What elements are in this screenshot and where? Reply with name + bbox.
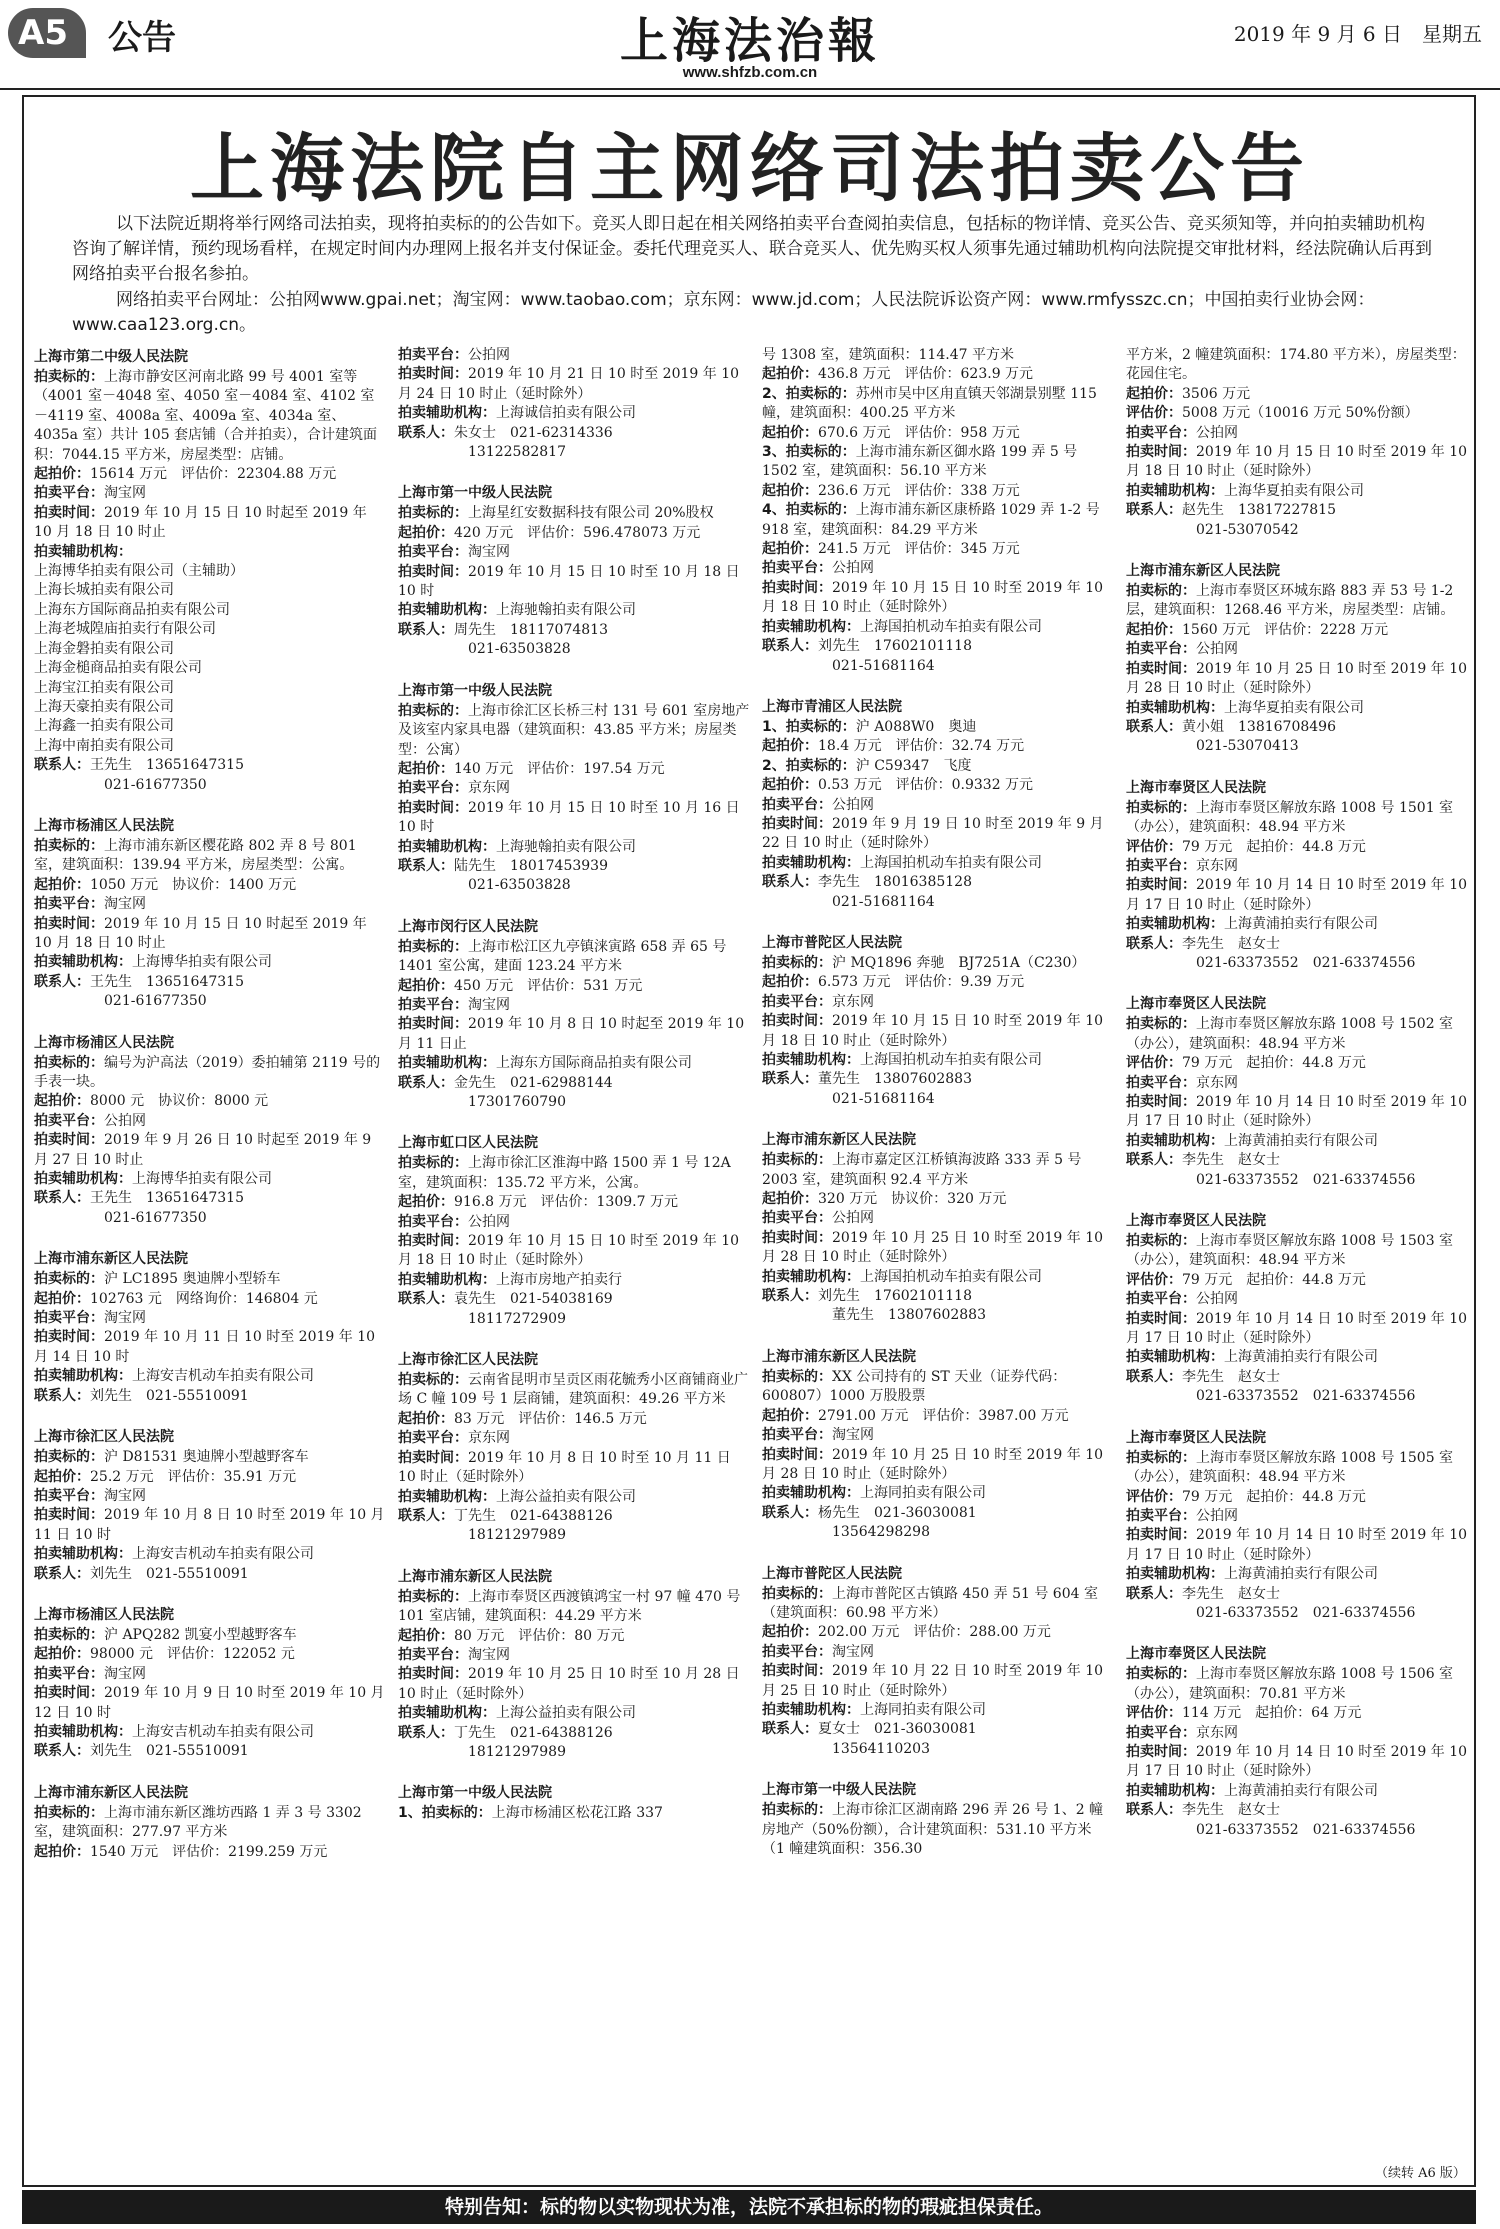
entry-line: 拍卖辅助机构：上海黄浦拍卖行有限公司 [1126,1782,1378,1799]
entry-line: 联系人：李先生 赵女士 [1126,1802,1280,1819]
entry-line: 拍卖辅助机构：上海安吉机动车拍卖有限公司 [34,1546,314,1563]
entry-line: 上海老城隍庙拍卖行有限公司 [34,621,216,638]
entry-line: 拍卖辅助机构：上海黄浦拍卖行有限公司 [1126,1566,1378,1583]
entry-line: 021-51681164 [832,893,935,910]
entry-line: 上海天豪拍卖有限公司 [34,698,174,715]
entry-line: 拍卖平台：淘宝网 [34,896,146,913]
header-divider [0,88,1500,90]
entry-line: 联系人：董先生 13807602883 [762,1071,972,1088]
entry-line: 021-63373552 021-63374556 [1196,1171,1416,1188]
auction-entry [398,1349,750,1546]
entry-line: 上海中南拍卖有限公司 [34,737,174,754]
entry-line: 2、拍卖标的：沪 C59347 飞度 [762,757,972,774]
platform-websites: 网络拍卖平台网址：公拍网www.gpai.net；淘宝网：www.taobao.com；京东网：www.jd.com；人民法院诉讼资产网：www.rmfysszc.cn；中国拍卖行业协会网：www.caa123.org.cn。 [72,290,1375,335]
entry-line: 联系人：李先生 赵女士 [1126,1585,1280,1602]
entry-line: 拍卖平台：淘宝网 [398,996,510,1013]
entry-line: 拍卖平台：淘宝网 [34,1310,146,1327]
entry-line: 拍卖平台：淘宝网 [34,485,146,502]
entry-line: 联系人：李先生 18016385128 [762,874,972,891]
entry-line: 拍卖平台：公拍网 [1126,1507,1238,1524]
entry-line: 联系人：袁先生 021-54038169 [398,1291,613,1308]
auction-entry [762,932,1114,1109]
entry-line: 021-51681164 [832,1090,935,1107]
entry-line: 拍卖平台：淘宝网 [398,1646,510,1663]
page-header [0,0,1500,90]
entry-line: 评估价：79 万元 起拍价：44.8 万元 [1126,1271,1366,1288]
entry-line: 上海长城拍卖有限公司 [34,582,174,599]
entry-line: 拍卖标的：上海市奉贤区解放东路 1008 号 1505 室（办公），建筑面积：48.94 平方米 [1126,1449,1454,1486]
entry-line: 联系人：夏女士 021-36030081 [762,1721,977,1738]
newspaper-masthead: 上海法治報 [619,13,880,69]
entry-line: 拍卖时间：2019 年 10 月 14 日 10 时至 2019 年 10 月 17 日 10 时止（延时除外） [1126,1094,1468,1130]
auction-entry [762,696,1114,912]
entry-line: 021-53070542 [1196,521,1299,538]
entry-line: 联系人：刘先生 021-55510091 [34,1743,249,1760]
entry-line: 拍卖标的：上海市奉贤区解放东路 1008 号 1502 室（办公），建筑面积：48.94 平方米 [1126,1016,1454,1052]
entry-line: 起拍价：670.6 万元 评估价：958 万元 [762,424,1020,441]
entry-line: 2、拍卖标的：苏州市吴中区甪直镇天邻湖景别墅 115 幢，建筑面积：400.25 平方米 [762,385,1097,422]
entry-line: 拍卖时间：2019 年 10 月 15 日 10 时至 2019 年 10 月 18 日 10 时止（延时除外） [762,579,1104,616]
entry-line: 拍卖辅助机构：上海公益拍卖有限公司 [398,1488,636,1505]
entry-line: 拍卖平台：淘宝网 [398,544,510,561]
entry-line: 拍卖时间：2019 年 10 月 15 日 10 时至 2019 年 10 月 18 日 10 时止（延时除外） [762,1013,1104,1049]
court-name: 上海市奉贤区人民法院 [1126,779,1266,796]
auction-entry [762,346,1114,676]
entry-line: 联系人：李先生 赵女士 [1126,1368,1280,1385]
court-name: 上海市第一中级人民法院 [398,1785,552,1802]
entry-line: 拍卖平台：公拍网 [1126,424,1238,441]
court-name: 上海市浦东新区人民法院 [762,1132,916,1149]
entry-line: 联系人：王先生 13651647315 [34,757,244,774]
page-title: 上海法院自主网络司法拍卖公告 [190,126,1310,212]
entry-line: 拍卖标的：上海市徐汇区湖南路 296 弄 26 号 1、2 幢房地产（50%份额），合计建筑面积：531.10 平方米（1 幢建筑面积：356.30 [762,1802,1104,1857]
court-name: 上海市浦东新区人民法院 [34,1784,188,1801]
auction-entry [398,680,750,896]
entry-line: 021-61677350 [104,993,207,1010]
court-name: 上海市第一中级人民法院 [398,485,552,502]
entry-line: 拍卖平台：公拍网 [1126,641,1238,658]
entry-line: 起拍价：450 万元 评估价：531 万元 [398,977,643,994]
entry-line: 拍卖辅助机构：上海安吉机动车拍卖有限公司 [34,1723,314,1740]
entry-line: 拍卖标的：上海市嘉定区江桥镇海波路 333 弄 5 号 2003 室，建筑面积 92.4 平方米 [762,1152,1082,1188]
entry-line: 拍卖标的：沪 D81531 奥迪牌小型越野客车 [34,1449,309,1466]
entry-line: 拍卖辅助机构：上海博华拍卖有限公司 [34,954,272,971]
court-name: 上海市浦东新区人民法院 [1126,563,1280,580]
entry-line: 起拍价：0.53 万元 评估价：0.9332 万元 [762,777,1034,794]
auction-entry [1126,1643,1478,1840]
entry-line: 拍卖时间：2019 年 10 月 21 日 10 时至 2019 年 10 月 24 日 10 时止（延时除外） [398,366,740,402]
entry-line: 联系人：朱女士 021-62314336 [398,424,613,441]
entry-line: 拍卖辅助机构：上海国拍机动车拍卖有限公司 [762,618,1042,635]
entry-line: 起拍价：83 万元 评估价：146.5 万元 [398,1410,647,1427]
entry-line: 18117272909 [468,1310,566,1327]
entry-line: 拍卖辅助机构：上海黄浦拍卖行有限公司 [1126,1349,1378,1366]
issue-date: 2019 年 9 月 6 日 星期五 [1233,22,1482,46]
entry-line: 拍卖平台：公拍网 [762,560,874,577]
entry-line: 拍卖时间：2019 年 10 月 15 日 10 时至 10 月 16 日 10 时 [398,799,740,836]
court-name: 上海市奉贤区人民法院 [1126,996,1266,1013]
entry-line: 拍卖辅助机构：上海安吉机动车拍卖有限公司 [34,1368,314,1385]
entry-line: 拍卖时间：2019 年 10 月 14 日 10 时至 2019 年 10 月 17 日 10 时止（延时除外） [1126,877,1468,913]
entry-line: 联系人：刘先生 021-55510091 [34,1387,249,1404]
court-name: 上海市徐汇区人民法院 [398,1352,538,1369]
court-name: 上海市杨浦区人民法院 [34,1034,174,1051]
court-name: 上海市杨浦区人民法院 [34,817,174,834]
entry-line: 17301760790 [468,1094,566,1110]
entry-line: 起拍价：420 万元 评估价：596.478073 万元 [398,524,701,541]
entry-line: 拍卖平台：淘宝网 [762,1427,874,1444]
court-name: 上海市青浦区人民法院 [762,698,902,715]
entry-line: 拍卖标的：上海星红安数据科技有限公司 20%股权 [398,505,714,522]
auction-entry [34,1782,386,1862]
entry-line: 拍卖平台：淘宝网 [34,1487,146,1504]
entry-line: 13122582817 [468,444,566,461]
court-name: 上海市第二中级人民法院 [34,349,188,365]
entry-line: 1、拍卖标的：上海市杨浦区松花江路 337 [398,1805,663,1822]
entry-line: 拍卖平台：公拍网 [398,1213,510,1230]
entry-line: 021-63503828 [468,877,571,894]
court-name: 上海市普陀区人民法院 [762,1565,902,1582]
entry-line: 拍卖时间：2019 年 10 月 15 日 10 时至 10 月 18 日 10 时 [398,563,740,600]
entry-line: 上海鑫一拍卖有限公司 [34,718,174,735]
entry-line: 上海金磐拍卖有限公司 [34,640,174,657]
entry-line: 评估价：79 万元 起拍价：44.8 万元 [1126,1488,1366,1505]
entry-line: 18121297989 [468,1527,566,1544]
entry-line: 拍卖平台：京东网 [1126,1724,1238,1741]
entry-line: 拍卖标的：上海市奉贤区解放东路 1008 号 1506 室（办公），建筑面积：70.81 平方米 [1126,1666,1454,1702]
entry-line: 拍卖辅助机构：上海国拍机动车拍卖有限公司 [762,1052,1042,1068]
entry-line: 联系人：刘先生 17602101118 [762,1288,972,1305]
entry-line: 上海金槌商品拍卖有限公司 [34,660,202,677]
entry-line: 拍卖时间：2019 年 10 月 14 日 10 时至 2019 年 10 月 17 日 10 时止（延时除外） [1126,1310,1468,1347]
entry-line: 评估价：79 万元 起拍价：44.8 万元 [1126,838,1366,855]
continued-note: （续转 A6 版） [1375,2166,1466,2181]
entry-line: 021-61677350 [104,1209,207,1226]
entry-line: 联系人：李先生 赵女士 [1126,935,1280,952]
entry-line: 拍卖平台：公拍网 [1126,1291,1238,1308]
entry-line: 18121297989 [468,1743,566,1760]
entry-line: 拍卖平台：公拍网 [762,796,874,813]
entry-line: 拍卖辅助机构：上海黄浦拍卖行有限公司 [1126,916,1378,933]
auction-entry [1126,346,1478,540]
entry-line: 拍卖时间：2019 年 10 月 8 日 10 时至 10 月 11 日 10 时止（延时除外） [398,1449,731,1486]
entry-line: 拍卖标的：上海市浦东新区潍坊西路 1 弄 3 号 3302 室，建筑面积：277.97 平方米 [34,1804,362,1841]
entry-line: 021-61677350 [104,776,207,793]
entry-line: 021-63373552 021-63374556 [1196,1388,1416,1405]
entry-line: 起拍价：15614 万元 评估价：22304.88 万元 [34,466,337,483]
entry-line: 拍卖时间：2019 年 10 月 15 日 10 时至 2019 年 10 月 18 日 10 时止（延时除外） [1126,444,1468,480]
entry-line: 拍卖标的：沪 APQ282 凯宴小型越野客车 [34,1626,297,1643]
entry-line: 拍卖辅助机构：上海同拍卖有限公司 [762,1485,986,1502]
entry-line: 拍卖标的：上海市普陀区古镇路 450 弄 51 号 604 室（建筑面积：60.98 平方米） [762,1585,1098,1621]
court-name: 上海市奉贤区人民法院 [1126,1429,1266,1446]
entry-line: 13564298298 [832,1524,930,1541]
entry-line: 021-63373552 021-63374556 [1196,1604,1416,1621]
section-label: 公告 [108,18,176,58]
auction-entry [1126,1210,1478,1407]
page-number-badge: A5 [8,8,86,58]
entry-line: 起拍价：25.2 万元 评估价：35.91 万元 [34,1468,297,1485]
entry-line: 拍卖标的：上海市徐汇区淮海中路 1500 弄 1 号 12A 室，建筑面积：135.72 平方米，公寓。 [398,1155,731,1191]
entry-line: 评估价：79 万元 起拍价：44.8 万元 [1126,1055,1366,1072]
auction-entry [1126,560,1478,757]
court-name: 上海市闵行区人民法院 [398,918,538,935]
entry-line: 联系人：赵先生 13817227815 [1126,502,1336,519]
entry-line: 联系人：刘先生 17602101118 [762,638,972,655]
entry-line: 上海博华拍卖有限公司（主辅助） [34,563,244,580]
entry-line: 拍卖平台：京东网 [398,780,510,797]
auction-entry [1126,777,1478,974]
entry-line: 联系人：金先生 021-62988144 [398,1074,613,1091]
column-1 [34,346,386,1882]
entry-line: 拍卖辅助机构：上海国拍机动车拍卖有限公司 [762,1268,1042,1285]
entry-line: 起拍价：98000 元 评估价：122052 元 [34,1646,295,1663]
entry-line: 13564110203 [832,1740,930,1757]
entry-line: 拍卖辅助机构：上海国拍机动车拍卖有限公司 [762,854,1042,871]
entry-line: 拍卖时间：2019 年 10 月 15 日 10 时起至 2019 年 10 月 18 日 10 时止 [34,915,367,951]
entry-line: 起拍价：1540 万元 评估价：2199.259 万元 [34,1843,328,1860]
auction-entry [762,1779,1114,1859]
entry-line: 拍卖辅助机构：上海东方国际商品拍卖有限公司 [398,1055,692,1072]
auction-entry [762,1129,1114,1326]
entry-line: 起拍价：3506 万元 [1126,385,1251,402]
entry-line: 拍卖平台：淘宝网 [34,1665,146,1682]
auction-entry [398,916,750,1113]
column-2 [398,346,750,1844]
column-4 [1126,346,1478,1860]
court-name: 上海市奉贤区人民法院 [1126,1213,1266,1230]
entry-line: 4、拍卖标的：上海市浦东新区康桥路 1029 弄 1-2 号 918 室，建筑面积：84.29 平方米 [762,502,1100,538]
entry-line: 联系人：陆先生 18017453939 [398,857,608,874]
entry-line: 拍卖标的：编号为沪高法（2019）委拍辅第 2119 号的手表一块。 [34,1054,381,1090]
entry-line: 起拍价：241.5 万元 评估价：345 万元 [762,541,1020,558]
entry-line: 拍卖标的：上海市奉贤区解放东路 1008 号 1501 室（办公），建筑面积：48.94 平方米 [1126,799,1454,836]
entry-line: 起拍价：320 万元 协议价：320 万元 [762,1191,1007,1208]
entry-line: 拍卖标的：沪 LC1895 奥迪牌小型轿车 [34,1271,281,1288]
court-name: 上海市奉贤区人民法院 [1126,1646,1266,1663]
entry-line: 3、拍卖标的：上海市浦东新区御水路 199 弄 5 号 1502 室，建筑面积：56.10 平方米 [762,444,1078,480]
entry-line: 拍卖时间：2019 年 10 月 25 日 10 时至 2019 年 10 月 28 日 10 时止（延时除外） [762,1446,1104,1482]
entry-line: 联系人：王先生 13651647315 [34,973,244,990]
court-name: 上海市徐汇区人民法院 [34,1429,174,1446]
entry-line: 拍卖标的：上海市浦东新区樱花路 802 弄 8 号 801 室，建筑面积：139.94 平方米，房屋类型：公寓。 [34,837,357,874]
entry-line: 上海东方国际商品拍卖有限公司 [34,601,230,618]
entry-line: 起拍价：2791.00 万元 评估价：3987.00 万元 [762,1407,1069,1424]
entry-line: 拍卖时间：2019 年 10 月 15 日 10 时起至 2019 年 10 月 18 日 10 时止 [34,504,367,541]
court-name: 上海市杨浦区人民法院 [34,1606,174,1623]
entry-line: 起拍价：6.573 万元 评估价：9.39 万元 [762,974,1025,991]
newspaper-website: www.shfzb.com.cn [682,64,818,81]
entry-line: 拍卖标的：云南省昆明市呈贡区雨花毓秀小区商铺商业广场 C 幢 109 号 1 层商铺，建筑面积：49.26 平方米 [398,1372,748,1408]
auction-entry [34,1426,386,1584]
entry-line: 拍卖辅助机构： [34,543,132,560]
entry-line: 拍卖时间：2019 年 10 月 14 日 10 时至 2019 年 10 月 17 日 10 时止（延时除外） [1126,1527,1468,1563]
entry-line: 起拍价：140 万元 评估价：197.54 万元 [398,760,665,777]
entry-line: 联系人：王先生 13651647315 [34,1190,244,1207]
entry-line: 上海宝江拍卖有限公司 [34,679,174,696]
entry-line: 起拍价：1560 万元 评估价：2228 万元 [1126,621,1389,638]
entry-line: 1、拍卖标的：沪 A088W0 奥迪 [762,718,977,735]
auction-entry [34,1248,386,1406]
entry-line: 起拍价：8000 元 协议价：8000 元 [34,1093,269,1110]
intro-paragraph: 以下法院近期将举行网络司法拍卖，现将拍卖标的的公告如下。竞买人即日起在相关网络拍卖平台查阅拍卖信息，包括标的物详情、竞买公告、竞买须知等，并向拍卖辅助机构咨询了解详情，预约现场看样，在规定时间内办理网上报名并支付保证金。委托代理竞买人、联合竞买人、优先购买权人须事先通过辅助机构向法院提交审批材料，经法院确认后再到网络拍卖平台报名参拍。 [72,214,1432,284]
auction-entry [398,1782,750,1823]
entry-line: 拍卖标的：上海市奉贤区西渡镇鸿宝一村 97 幢 470 号 101 室店铺，建筑面积：44.29 平方米 [398,1588,741,1625]
entry-line: 拍卖标的：沪 MQ1896 奔驰 BJ7251A（C230） [762,954,1086,971]
court-name: 上海市浦东新区人民法院 [398,1568,552,1585]
auction-entry [398,482,750,659]
entry-line: 拍卖标的：XX 公司持有的 ST 天业（证券代码：600807）1000 万股股票 [762,1368,1067,1405]
entry-line: 联系人：黄小姐 13816708496 [1126,718,1336,735]
entry-line: 董先生 13807602883 [832,1307,986,1324]
entry-line: 评估价：5008 万元（10016 万元 50%份额） [1126,405,1419,422]
entry-line: 拍卖时间：2019 年 10 月 9 日 10 时至 2019 年 10 月 12 日 10 时 [34,1685,385,1721]
court-name: 上海市虹口区人民法院 [398,1135,538,1152]
column-3 [762,346,1114,1879]
entry-line: 起拍价：18.4 万元 评估价：32.74 万元 [762,738,1025,755]
entry-line: 拍卖平台：淘宝网 [762,1643,874,1660]
court-name: 上海市第一中级人民法院 [398,682,552,699]
entry-line: 联系人：杨先生 021-36030081 [762,1504,977,1521]
entry-line: 021-63503828 [468,641,571,658]
entry-line: 联系人：周先生 18117074813 [398,621,608,638]
entry-line: 拍卖时间：2019 年 10 月 25 日 10 时至 2019 年 10 月 28 日 10 时止（延时除外） [762,1229,1104,1266]
entry-line: 起拍价：436.8 万元 评估价：623.9 万元 [762,366,1034,383]
entry-line: 拍卖辅助机构：上海博华拍卖有限公司 [34,1171,272,1188]
entry-line: 拍卖辅助机构：上海华夏拍卖有限公司 [1126,699,1364,716]
entry-line: 拍卖辅助机构：上海华夏拍卖有限公司 [1126,482,1364,499]
entry-line: 拍卖时间：2019 年 10 月 8 日 10 时起至 2019 年 10 月 11 日止 [398,1016,745,1052]
entry-line: 拍卖平台：公拍网 [34,1112,146,1129]
entry-line: 拍卖时间：2019 年 9 月 26 日 10 时起至 2019 年 9 月 27 日 10 时止 [34,1132,372,1168]
entry-line: 号 1308 室，建筑面积：114.47 平方米 [762,347,1014,363]
court-name: 上海市第一中级人民法院 [762,1782,916,1799]
auction-entry [398,1132,750,1329]
entry-line: 021-51681164 [832,657,935,674]
auction-entry [762,1563,1114,1760]
auction-entry [1126,1427,1478,1624]
entry-line: 拍卖辅助机构：上海同拍卖有限公司 [762,1701,986,1718]
entry-line: 拍卖平台：公拍网 [398,347,510,363]
entry-line: 评估价：114 万元 起拍价：64 万元 [1126,1705,1362,1722]
entry-line: 拍卖标的：上海市奉贤区环城东路 883 弄 53 号 1-2 层，建筑面积：1268.46 平方米，房屋类型：店铺。 [1126,583,1455,619]
entry-line: 拍卖平台：京东网 [762,993,874,1010]
entry-line: 拍卖辅助机构：上海驰翰拍卖有限公司 [398,602,636,619]
auction-entry [398,346,750,462]
entry-line: 拍卖平台：公拍网 [762,1210,874,1227]
auction-entry [34,1604,386,1762]
entry-line: 拍卖时间：2019 年 10 月 15 日 10 时至 2019 年 10 月 18 日 10 时止（延时除外） [398,1233,740,1269]
entry-line: 拍卖时间：2019 年 10 月 8 日 10 时至 2019 年 10 月 11 日 10 时 [34,1507,385,1543]
entry-line: 联系人：刘先生 021-55510091 [34,1565,249,1582]
entry-line: 拍卖标的：上海市松江区九亭镇涞寅路 658 弄 65 号 1401 室公寓，建面 123.24 平方米 [398,938,727,975]
entry-line: 起拍价：236.6 万元 评估价：338 万元 [762,482,1020,499]
entry-line: 起拍价：202.00 万元 评估价：288.00 万元 [762,1624,1051,1641]
entry-line: 拍卖时间：2019 年 10 月 11 日 10 时至 2019 年 10 月 14 日 10 时 [34,1329,376,1365]
court-name: 上海市浦东新区人民法院 [762,1348,916,1365]
entry-line: 拍卖时间：2019 年 10 月 14 日 10 时至 2019 年 10 月 17 日 10 时止（延时除外） [1126,1743,1468,1780]
entry-line: 拍卖平台：京东网 [1126,857,1238,874]
entry-line: 拍卖平台：京东网 [398,1430,510,1447]
entry-line: 平方米，2 幢建筑面积：174.80 平方米），房屋类型：花园住宅。 [1126,347,1466,383]
auction-entry [1126,993,1478,1190]
entry-line: 拍卖辅助机构：上海公益拍卖有限公司 [398,1705,636,1722]
entry-line: 拍卖辅助机构：上海市房地产拍卖行 [398,1271,622,1288]
footer-notice: 特别告知：标的物以实物现状为准，法院不承担标的物的瑕疵担保责任。 [22,2190,1476,2224]
entry-line: 联系人：丁先生 021-64388126 [398,1724,613,1741]
entry-line: 拍卖标的：上海市静安区河南北路 99 号 4001 室等（4001 室－4048 室、4050 室－4084 室、4102 室－4119 室、4008a 室、4009a 室、4034a 室、4035a 室）共计 105 套店铺（合并拍卖），合计建筑面积：7044.15 平方米，房屋类型：店铺。 [34,369,378,463]
court-name: 上海市普陀区人民法院 [762,934,902,951]
entry-line: 021-53070413 [1196,738,1299,755]
entry-line: 联系人：丁先生 021-64388126 [398,1507,613,1524]
entry-line: 起拍价：1050 万元 协议价：1400 万元 [34,876,297,893]
entry-line: 021-63373552 021-63374556 [1196,1821,1416,1838]
auction-entry [34,1032,386,1229]
entry-line: 拍卖辅助机构：上海驰翰拍卖有限公司 [398,838,636,855]
entry-line: 拍卖标的：上海市奉贤区解放东路 1008 号 1503 室（办公），建筑面积：48.94 平方米 [1126,1233,1454,1269]
court-name: 上海市浦东新区人民法院 [34,1251,188,1268]
entry-line: 拍卖辅助机构：上海黄浦拍卖行有限公司 [1126,1132,1378,1149]
auction-entry [398,1566,750,1763]
auction-entry [762,1346,1114,1543]
entry-line: 起拍价：102763 元 网络询价：146804 元 [34,1290,318,1307]
entry-line: 拍卖时间：2019 年 10 月 25 日 10 时至 2019 年 10 月 28 日 10 时止（延时除外） [1126,660,1468,697]
entry-line: 拍卖时间：2019 年 9 月 19 日 10 时至 2019 年 9 月 22 日 10 时止（延时除外） [762,815,1104,852]
entry-line: 拍卖时间：2019 年 10 月 22 日 10 时至 2019 年 10 月 25 日 10 时止（延时除外） [762,1663,1104,1699]
entry-line: 拍卖标的：上海市徐汇区长桥三村 131 号 601 室房地产及该室内家具电器（建筑面积：43.85 平方米；房屋类型：公寓） [398,702,750,758]
entry-line: 起拍价：80 万元 评估价：80 万元 [398,1627,625,1644]
entry-line: 联系人：李先生 赵女士 [1126,1152,1280,1169]
entry-line: 拍卖辅助机构：上海诚信拍卖有限公司 [398,405,636,422]
auction-entry [34,346,386,795]
entry-line: 拍卖时间：2019 年 10 月 25 日 10 时至 10 月 28 日 10 时止（延时除外） [398,1666,740,1702]
entry-line: 拍卖平台：京东网 [1126,1074,1238,1091]
auction-entry [34,815,386,1012]
entry-line: 起拍价：916.8 万元 评估价：1309.7 万元 [398,1194,678,1211]
entry-line: 021-63373552 021-63374556 [1196,954,1416,971]
